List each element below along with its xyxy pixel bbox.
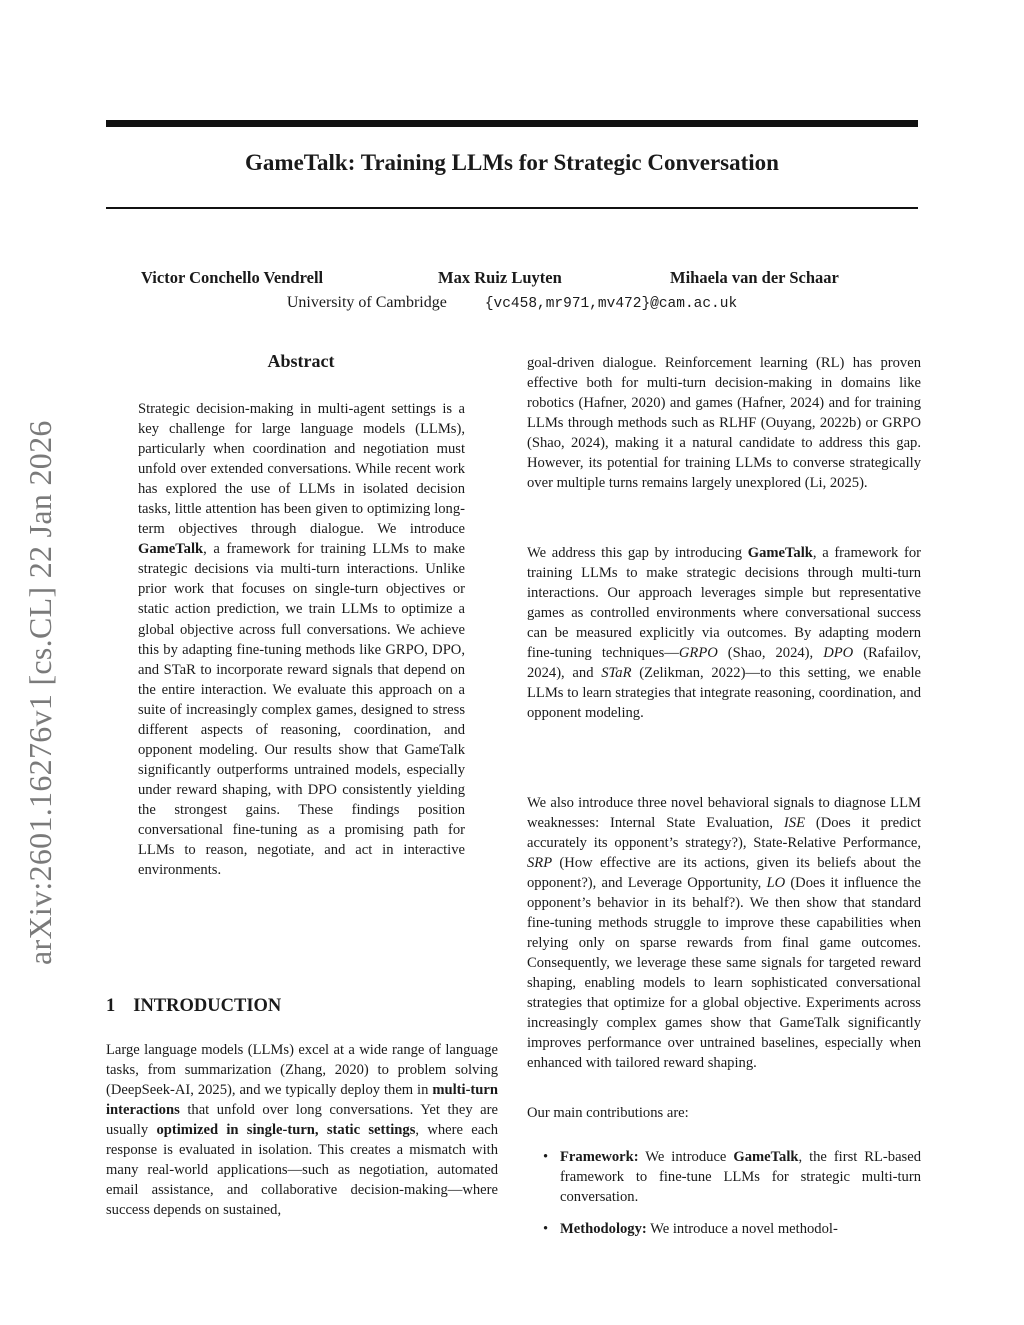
author-3: Mihaela van der Schaar xyxy=(670,268,839,287)
author-2: Max Ruiz Luyten xyxy=(438,268,562,287)
top-rule xyxy=(106,120,918,127)
bullet-icon: • xyxy=(543,1221,549,1237)
contribution-item: • Framework: We introduce GameTalk, the first RL-based framework to fine-tune LLMs for strategic multi-turn conversation. xyxy=(543,1149,921,1205)
title-rule xyxy=(106,207,918,209)
section-number: 1 xyxy=(106,996,116,1016)
intro-paragraph-2: goal-driven dialogue. Reinforcement learning (RL) has proven effective both for multi-turn decision-making in domains like robotics (Hafner, 2020) and games (Hafner, 2024) and for training LLMs through methods such as RLHF (Ouyang, 2022b) or GRPO (Shao, 2024), making it a natural candidate to address this gap. However, its potential for training LLMs to converse strategically over multiple turns remains largely unexplored (Li, 2025). xyxy=(527,355,921,491)
section-title: INTRODUCTION xyxy=(133,996,282,1016)
author-emails: {vc458,mr971,mv472}@cam.ac.uk xyxy=(484,296,738,312)
paper-title: GameTalk: Training LLMs for Strategic Conversation xyxy=(245,150,779,175)
affiliation: University of Cambridge xyxy=(286,294,447,311)
section-heading xyxy=(106,996,281,1017)
abstract-text: Strategic decision-making in multi-agent settings is a key challenge for large language models (LLMs), particularly when coordination and negotiation must unfold over extended conversations. While recent work has explored the use of LLMs in isolated decision tasks, little attention has been given to optimizing long-term objectives through dialogue. We introduce GameTalk, a framework for training LLMs to make strategic decisions via multi-turn interactions. Unlike prior work that focuses on single-turn objectives or static action prediction, we train LLMs to optimize a global objective across full conversations. We achieve this by adapting fine-tuning methods like GRPO, DPO, and STaR to incorporate reward signals that depend on the entire interaction. We evaluate this approach on a suite of increasingly complex games, designed to stress different aspects of reasoning, coordination, and opponent modeling. Our results show that GameTalk significantly outperforms untrained models, especially under reward shaping, with DPO consistently yielding the strongest gains. These findings position conversational fine-tuning as a promising path for LLMs to reason, negotiate, and act in interactive environments. xyxy=(138,401,465,879)
contributions-lead: Our main contributions are: xyxy=(527,1105,689,1121)
arxiv-identifier: arXiv:2601.16276v1 [cs.CL] 22 Jan 2026 xyxy=(22,420,58,965)
author-1: Victor Conchello Vendrell xyxy=(141,268,324,287)
contribution-item: • Methodology: We introduce a novel methodol- xyxy=(543,1221,838,1237)
affiliation-line xyxy=(0,294,1024,312)
bullet-icon: • xyxy=(543,1149,549,1165)
intro-paragraph-4: We also introduce three novel behavioral signals to diagnose LLM weaknesses: Internal State Evaluation, ISE (Does it predict accurately its opponent’s strategy?), State-Relative Performance, SRP (How effective are its actions, given its beliefs about the opponent?), and Leverage Opportunity, LO (Does it influence the opponent’s behavior in its behalf?). We then show that standard fine-tuning methods struggle to improve these capabilities when relying only on sparse rewards from final game outcomes. Consequently, we leverage these same signals for targeted reward shaping, enabling models to learn sophisticated conversational strategies that optimize for a global objective. Experiments across increasingly complex games show that GameTalk significantly improves performance over untrained baselines, especially when enhanced with tailored reward shaping. xyxy=(527,795,921,1071)
intro-paragraph-3: We address this gap by introducing GameTalk, a framework for training LLMs to make strategic decisions through multi-turn interactions. Our approach leverages simple but representative games as controlled environments where conversational success can be measured explicitly via outcomes. By adapting modern fine-tuning techniques—GRPO (Shao, 2024), DPO (Rafailov, 2024), and STaR (Zelikman, 2022)—to this setting, we enable LLMs to learn strategies that integrate reasoning, coordination, and opponent modeling. xyxy=(527,545,922,721)
intro-paragraph-1: Large language models (LLMs) excel at a wide range of language tasks, from summarization (Zhang, 2020) to problem solving (DeepSeek-AI, 2025), and we typically deploy them in multi-turn interactions that unfold over long conversations. Yet they are usually optimized in single-turn, static settings, where each response is evaluated in isolation. This creates a mismatch with many real-world applications—such as negotiation, automated email assistance, and collaborative decision-making—where success depends on sustained, xyxy=(106,1042,498,1218)
abstract-heading: Abstract xyxy=(267,351,335,371)
